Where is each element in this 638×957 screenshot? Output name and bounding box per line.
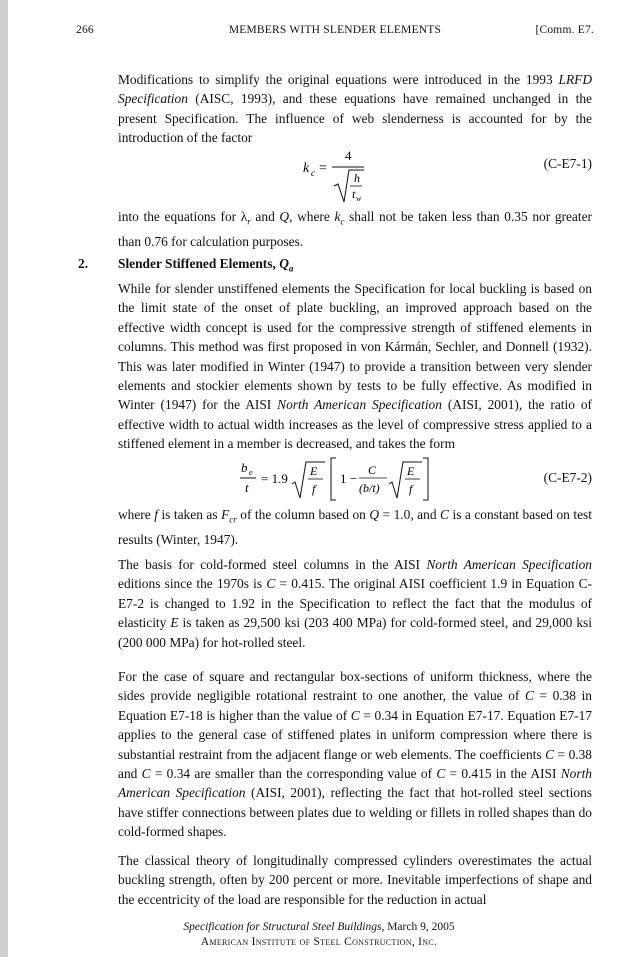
eq2-E2: E bbox=[407, 464, 415, 478]
page-edge bbox=[0, 0, 8, 957]
equation-c-e7-1 bbox=[118, 146, 592, 204]
paragraph-cylinders: The classical theory of longitudinally compressed cylinders overestimates the actual buckling strength, often by 200 percent or more. Inevitable imperfections of shape and the eccentricity of the load are responsible for the reduction in actual bbox=[118, 853, 592, 907]
chapter-title: MEMBERS WITH SLENDER ELEMENTS bbox=[228, 24, 442, 36]
paragraph-modifications: Modifications to simplify the original equations were introduced in the 1993 LRFD Specification (AISC, 1993), and these equations have remained unchanged in the present Specification. The influence of web slenderness is accounted for by the introduction of the factor bbox=[118, 72, 592, 146]
eq2-radical-1 bbox=[292, 462, 325, 498]
eq2-coef: = 1.9 bbox=[261, 471, 288, 486]
eq2-one-minus: 1 − bbox=[340, 471, 358, 486]
eq2-C: C bbox=[368, 463, 377, 477]
paragraph-where-f: where f is taken as $F_{cr}$ of the column based on Q = 1.0, and C is a constant based on test results (Winter, 1947). bbox=[118, 507, 592, 548]
eq2-f: f bbox=[312, 482, 316, 496]
section-title: Slender Stiffened Elements, $Q_a$ bbox=[118, 256, 294, 274]
eq1-h: h bbox=[354, 171, 360, 185]
eq1-lhs: k bbox=[303, 161, 310, 176]
eq2-right-bracket bbox=[423, 458, 428, 500]
paragraph-cold-formed: The basis for cold-formed steel columns in the AISI North American Specification editions since the 1970s is C = 0.415. The original AISI coefficient 1.9 in Equation C-E7-2 is changed to 1.92 in the Specification to reflect the fact that the modulus of elasticity E is taken as 29,500 ksi (203 400 MPa) for cold-formed steel, and 29,000 ksi (200 000 MPa) for hot-rolled steel. bbox=[118, 557, 593, 650]
running-head bbox=[76, 24, 594, 42]
eq2-radical-2 bbox=[389, 462, 422, 498]
eq2-t: t bbox=[245, 480, 249, 495]
eq1-equals: = bbox=[319, 161, 327, 176]
page-footer bbox=[0, 920, 638, 950]
eq2-f2: f bbox=[409, 482, 413, 496]
eq1-t-sub: w bbox=[356, 194, 362, 203]
eq2-bt: (b/t) bbox=[359, 481, 380, 495]
eq2-b-sub: e bbox=[249, 468, 253, 477]
eq1-lhs-sub: c bbox=[311, 168, 315, 178]
footer-line-1: Specification for Structural Steel Buildings, March 9, 2005 bbox=[183, 921, 455, 933]
equation-c-e7-1-graphic bbox=[118, 146, 592, 204]
page-number: 266 bbox=[76, 24, 94, 36]
paragraph-effective-width: While for slender unstiffened elements the Specification for local buckling is based on the limit state of the onset of plate buckling, an improved approach based on the effective width concept is used for the compressive strength of stiffened elements in columns. This method was first proposed in von Kármán, Sechler, and Donnell (1932). This was later modified in Winter (1947) to provide a transition between very slender elements and stockier elements shown by tests to be fully effective. As modified in Winter (1947) for the AISI North American Specification (AISI, 2001), the ratio of effective width to actual width increases as the level of compressive stress applied to a stiffened element in a member is decreased, and takes the form bbox=[118, 281, 592, 452]
eq2-E: E bbox=[310, 464, 318, 478]
eq1-numerator: 4 bbox=[345, 148, 352, 163]
eq2-left-bracket bbox=[331, 458, 336, 500]
paragraph-kc-limits: into the equations for $\lambda_r$ and Q, where $k_c$ shall not be taken less than 0.35 nor greater than 0.76 for calculation purposes. bbox=[118, 209, 592, 250]
equation-c-e7-2-graphic bbox=[118, 456, 592, 502]
eq1-t: t bbox=[352, 187, 356, 201]
eq2-b: b bbox=[241, 460, 248, 475]
section-number: 2. bbox=[78, 256, 89, 271]
paragraph-box-sections: For the case of square and rectangular box-sections of uniform thickness, where the sides provide negligible rotational restraint to one another, the value of C = 0.38 in Equation E7-18 is higher than the value of C = 0.34 in Equation E7-17. Equation E7-17 applies to the general case of stiffened plates in uniform compression where there is substantial restraint from the adjacent flange or web elements. The coefficients C = 0.38 and C = 0.34 are smaller than the corresponding value of C = 0.415 in the AISI North American Specification (AISI, 2001), reflecting the fact that hot-rolled steel sections have stiffer connections between plates due to welding or fillets in rolled shapes than do cold-formed shapes. bbox=[118, 669, 593, 840]
footer-publisher: American Institute of Steel Construction, Inc. bbox=[200, 936, 438, 948]
equation-label-c-e7-2: (C-E7-2) bbox=[543, 470, 592, 485]
equation-c-e7-2 bbox=[118, 456, 592, 502]
equation-label-c-e7-1: (C-E7-1) bbox=[543, 156, 592, 171]
section-reference: [Comm. E7. bbox=[535, 24, 594, 36]
